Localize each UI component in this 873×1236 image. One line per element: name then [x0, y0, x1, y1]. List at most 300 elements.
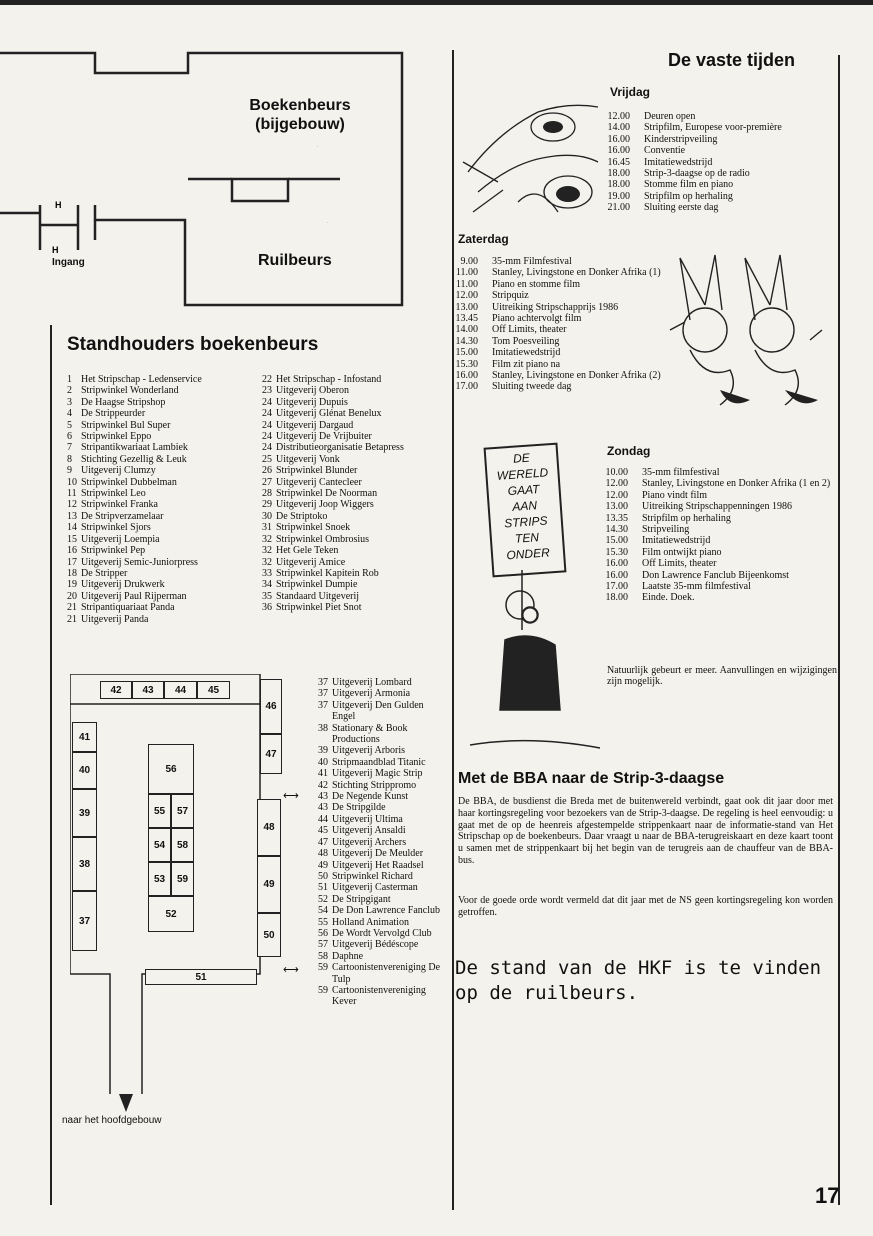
standhouder-item [67, 477, 267, 488]
schedule-time: 18.00 [607, 179, 630, 191]
standhouder-number: 41 [318, 768, 328, 780]
standhouder-item [262, 374, 447, 385]
standhouder-item [262, 579, 447, 590]
schedule-time: 10.00 [605, 467, 628, 478]
standhouder-name: Stripwinkel Franka [81, 499, 158, 511]
standhouder-item [318, 985, 446, 1008]
standhouder-name: Cartoonistenvereniging De Tulp [332, 962, 441, 985]
schedule-time: 11.00 [455, 267, 478, 279]
schedule-item [444, 347, 669, 358]
standhouder-item [318, 757, 446, 768]
schedule-event: Kinderstripveiling [644, 133, 718, 145]
standhouder-item [318, 905, 446, 916]
schedule-item [594, 558, 838, 569]
standhouder-item [318, 928, 446, 939]
standhouder-number: 50 [318, 870, 328, 882]
standhouder-name: De Haagse Stripshop [81, 396, 166, 408]
standhouders-title: Standhouders boekenbeurs [67, 334, 319, 355]
schedule-event: Uitreiking Stripschapprijs 1986 [492, 301, 619, 313]
schedule-event: Don Lawrence Fanclub Bijeenkomst [642, 569, 789, 581]
standhouder-item [67, 614, 267, 625]
standhouder-number: 45 [318, 825, 328, 837]
standhouder-number: 38 [318, 722, 328, 734]
standhouder-number: 33 [262, 567, 272, 579]
standhouder-name: Uitgeverij Vonk [276, 453, 340, 465]
schedule-event: Imitatiewedstrijd [492, 347, 561, 359]
schedule-event: Stripfilm op herhaling [644, 190, 733, 202]
zaterdag-list [444, 256, 669, 393]
standhouder-name: Stripwinkel Piet Snot [276, 602, 362, 614]
schedule-event: Stripveiling [642, 524, 690, 536]
schedule-event: Uitreiking Stripschappenningen 1986 [642, 501, 792, 513]
standhouder-number: 51 [318, 882, 328, 894]
standhouder-name: Uitgeverij De Meulder [332, 848, 424, 860]
standhouder-item [67, 557, 267, 568]
standhouder-item [262, 465, 447, 476]
comic-illustration-2 [660, 250, 830, 410]
standhouder-item [318, 768, 446, 779]
standhouder-item [262, 557, 447, 568]
standhouder-item [318, 677, 446, 688]
stand-49: 49 [257, 856, 281, 913]
schedule-item [594, 467, 838, 478]
standhouder-item [67, 397, 267, 408]
stand-55: 55 [148, 794, 171, 828]
standhouder-number: 32 [262, 545, 272, 557]
standhouder-number: 21 [67, 602, 77, 614]
standhouder-name: Het Gele Teken [276, 545, 339, 557]
standhouder-number: 30 [262, 510, 272, 522]
standhouder-number: 13 [67, 510, 77, 522]
standhouder-name: Uitgeverij Drukwerk [81, 579, 165, 591]
standhouder-item [262, 568, 447, 579]
schedule-item [594, 570, 838, 581]
schedule-item [594, 490, 838, 501]
schedule-item [444, 324, 669, 335]
ruilbeurs-label: Ruilbeurs [258, 252, 332, 269]
schedule-event: Off Limits, theater [642, 558, 717, 570]
standhouder-number: 19 [67, 579, 77, 591]
stand-52: 52 [148, 896, 194, 932]
schedule-event: Piano achtervolgt film [492, 313, 582, 325]
schedule-item [444, 302, 669, 313]
schedule-event: Off Limits, theater [492, 324, 567, 336]
sign-word: AAN [511, 498, 538, 514]
standhouder-number: 16 [67, 545, 77, 557]
schedule-item [594, 478, 838, 489]
vrijdag-list [596, 111, 841, 214]
standhouder-name: Uitgeverij Dargaud [276, 419, 354, 431]
standhouder-item [262, 602, 447, 613]
standhouder-item [67, 431, 267, 442]
stand-47: 47 [260, 734, 282, 774]
schedule-item [444, 279, 669, 290]
standhouder-number: 44 [318, 813, 328, 825]
standhouder-name: Uitgeverij Panda [81, 613, 149, 625]
standhouder-item [318, 837, 446, 848]
standhouder-number: 20 [67, 590, 77, 602]
standhouder-number: 7 [67, 442, 72, 454]
schedule-event: Stripquiz [492, 290, 529, 302]
standhouder-number: 32 [262, 556, 272, 568]
standhouder-number: 28 [262, 488, 272, 500]
stand-41: 41 [72, 722, 97, 752]
standhouder-name: Stripwinkel Kapitein Rob [276, 567, 379, 579]
protest-sign [484, 443, 567, 578]
standhouder-name: Stripmaandblad Titanic [332, 756, 426, 768]
schedule-item [444, 336, 669, 347]
standhouder-item [262, 477, 447, 488]
schedule-event: Stomme film en piano [644, 179, 734, 191]
standhouder-name: Stichting Gezellig & Leuk [81, 453, 187, 465]
standhouder-name: Uitgeverij Semic-Juniorpress [81, 556, 198, 568]
stand-50: 50 [257, 913, 281, 957]
svg-text:.: . [327, 219, 328, 224]
stand-58: 58 [171, 828, 194, 862]
standhouder-number: 43 [318, 791, 328, 803]
schedule-time: 13.00 [455, 301, 478, 313]
standhouder-item [67, 454, 267, 465]
standhouder-name: Stripwinkel Richard [332, 870, 413, 882]
schedule-time: 21.00 [607, 202, 630, 214]
stand-56: 56 [148, 744, 194, 794]
standhouder-name: Uitgeverij Ultima [332, 813, 403, 825]
standhouder-item [318, 939, 446, 950]
schedule-event: Tom Poesveiling [492, 335, 560, 347]
standhouder-name: De Stripgilde [332, 802, 386, 814]
standhouder-name: De Strippeurder [81, 408, 146, 420]
schedule-time: 15.00 [455, 347, 478, 359]
standhouder-number: 10 [67, 476, 77, 488]
standhouder-item [262, 397, 447, 408]
standhouder-number: 43 [318, 802, 328, 814]
schedule-time: 14.30 [455, 335, 478, 347]
schedule-event: Film ontwijkt piano [642, 546, 722, 558]
standhouder-item [318, 951, 446, 962]
zondag-heading: Zondag [607, 444, 651, 458]
top-edge [0, 0, 873, 5]
standhouder-name: Holland Animation [332, 916, 409, 928]
schedule-item [594, 592, 838, 603]
standhouder-number: 18 [67, 567, 77, 579]
standhouder-item [318, 848, 446, 859]
standhouder-number: 32 [262, 533, 272, 545]
standhouder-item [262, 385, 447, 396]
schedule-time: 9.00 [460, 256, 478, 267]
schedule-event: Deuren open [644, 111, 696, 122]
schedule-time: 14.00 [607, 122, 630, 134]
standhouder-name: Uitgeverij Dupuis [276, 396, 348, 408]
schedule-event: 35-mm filmfestival [642, 467, 720, 478]
standhouder-number: 11 [67, 488, 77, 500]
standhouder-item [67, 591, 267, 602]
standhouder-number: 55 [318, 916, 328, 928]
bba-paragraph-1: De BBA, de busdienst die Breda met de buitenwereld verbindt, gaat ook dit jaar door met haar kortingsregeling voor bezoekers van de Strip-3-daagse. De regeling is heel eenvoudig: u gaat met de op de heenreis afgestempelde strippenkaart naar de informatie-stand van Het Stripschap op de boekenbeurs. Daar vraagt u naar de BBA-terugreiskaart en deze kaart toont u samen met de strippenkaart bij het begin van de terugreis aan de chauffeur van de BBA-bus. [458, 796, 833, 866]
stand-53: 53 [148, 862, 171, 896]
stand-44: 44 [164, 681, 197, 699]
schedule-item [596, 168, 841, 179]
schedule-time: 16.00 [455, 370, 478, 382]
stand-59: 59 [171, 862, 194, 896]
standhouder-number: 37 [318, 677, 328, 688]
standhouder-name: Stripwinkel Ombrosius [276, 533, 370, 545]
schedule-item [444, 256, 669, 267]
standhouder-item [262, 408, 447, 419]
standhouder-number: 48 [318, 848, 328, 860]
standhouder-item [262, 442, 447, 453]
standhouder-name: Uitgeverij Cantecleer [276, 476, 362, 488]
standhouder-name: Stripwinkel Wonderland [81, 385, 179, 397]
standhouder-name: Uitgeverij De Vrijbuiter [276, 431, 372, 443]
standhouder-name: De Don Lawrence Fanclub [332, 905, 441, 917]
standhouder-name: Stripwinkel Leo [81, 488, 146, 500]
standhouder-name: Uitgeverij Bédéscope [332, 939, 419, 951]
standhouder-name: Stripwinkel Pep [81, 545, 146, 557]
standhouder-number: 6 [67, 431, 72, 443]
schedule-event: Strip-3-daagse op de radio [644, 168, 750, 180]
standhouder-number: 24 [262, 396, 272, 408]
standhouder-name: De Stripper [81, 567, 128, 579]
standhouder-item [67, 522, 267, 533]
standhouder-number: 31 [262, 522, 272, 534]
standhouder-number: 2 [67, 385, 72, 397]
schedule-time: 13.45 [455, 313, 478, 325]
schedule-event: Imitatiewedstrijd [642, 535, 711, 547]
standhouder-number: 59 [318, 962, 328, 974]
standhouder-number: 5 [67, 419, 72, 431]
standhouder-number: 40 [318, 756, 328, 768]
standhouder-item [67, 579, 267, 590]
standhouder-name: Stripwinkel Dumpie [276, 579, 358, 591]
standhouder-item [67, 385, 267, 396]
standhouder-item [67, 499, 267, 510]
standhouder-name: Stationary & Book Productions [332, 722, 408, 746]
standhouder-number: 49 [318, 859, 328, 871]
standhouder-number: 35 [262, 590, 272, 602]
schedule-event: Film zit piano na [492, 358, 561, 370]
schedule-time: 12.00 [607, 111, 630, 122]
schedule-time: 14.30 [605, 524, 628, 536]
schedule-item [594, 547, 838, 558]
schedule-item [594, 513, 838, 524]
stand-57: 57 [171, 794, 194, 828]
standhouder-item [67, 488, 267, 499]
schedule-item [596, 202, 841, 213]
stand-54: 54 [148, 828, 171, 862]
stand-37: 37 [72, 891, 97, 951]
schedule-time: 19.00 [607, 190, 630, 202]
standhouder-name: Standaard Uitgeverij [276, 590, 360, 602]
building-map [0, 45, 440, 315]
standhouder-number: 17 [67, 556, 77, 568]
sign-word: GAAT [507, 481, 540, 499]
stand-39: 39 [72, 789, 97, 837]
standhouder-name: Stripwinkel Dubbelman [81, 476, 177, 488]
standhouder-name: Stripwinkel Sjors [81, 522, 151, 534]
schedule-event: Piano en stomme film [492, 278, 581, 290]
schedule-event: Sluiting tweede dag [492, 381, 572, 393]
standhouder-name: Uitgeverij Archers [332, 836, 407, 848]
standhouder-name: Uitgeverij Het Raadsel [332, 859, 424, 871]
standhouder-number: 36 [262, 602, 272, 614]
standhouder-item [262, 511, 447, 522]
schedule-event: Laatste 35-mm filmfestival [642, 581, 751, 593]
standhouder-name: Uitgeverij Magic Strip [332, 768, 423, 780]
standhouder-number: 4 [67, 408, 72, 420]
schedule-time: 16.00 [607, 133, 630, 145]
standhouder-item [67, 442, 267, 453]
standhouder-name: De Stripverzamelaar [81, 510, 164, 522]
standhouder-item [262, 534, 447, 545]
schedule-item [444, 381, 669, 392]
arrow-41-icon: ⟷ [283, 790, 299, 802]
schedule-item [444, 290, 669, 301]
schedule-event: Einde. Doek. [642, 592, 695, 604]
schedule-time: 14.00 [455, 324, 478, 336]
bba-paragraph-2: Voor de goede orde wordt vermeld dat dit jaar met de NS geen kortingsregeling kon worden getroffen. [458, 895, 833, 918]
standhouder-name: Stichting Strippromo [332, 779, 417, 791]
schedule-item [594, 535, 838, 546]
schedule-time: 17.00 [605, 581, 628, 593]
standhouder-name: Stripwinkel De Noorman [276, 488, 378, 500]
standhouder-number: 12 [67, 499, 77, 511]
schedule-event: Stripfilm op herhaling [642, 512, 731, 524]
zondag-list [594, 467, 838, 604]
exit-label: naar het hoofdgebouw [62, 1115, 162, 1126]
standhouder-item [262, 545, 447, 556]
hkf-notice: De stand van de HKF is te vinden op de ruilbeurs. [455, 957, 822, 1004]
schedule-item [444, 267, 669, 278]
ingang-label: Ingang [52, 257, 85, 268]
standhouder-name: Uitgeverij Paul Rijperman [81, 590, 187, 602]
standhouder-number: 1 [67, 374, 72, 385]
standhouder-name: Stripantiquariaat Panda [81, 602, 175, 614]
standhouder-name: Het Stripschap - Ledenservice [81, 374, 202, 385]
standhouder-item [67, 465, 267, 476]
standhouder-number: 54 [318, 905, 328, 917]
schedule-time: 15.00 [605, 535, 628, 547]
standhouder-name: Uitgeverij Clumzy [81, 465, 156, 477]
schedule-time: 15.30 [605, 546, 628, 558]
schedule-event: Stanley, Livingstone en Donker Afrika (1 en 2) [642, 478, 831, 490]
standhouder-name: Daphne [332, 950, 364, 962]
standhouder-item [262, 591, 447, 602]
schedule-title: De vaste tijden [668, 50, 796, 70]
sign-word: ONDER [505, 545, 551, 563]
boekenbeurs-label: Boekenbeurs (bijgebouw) [249, 97, 351, 133]
stand-42: 42 [100, 681, 132, 699]
svg-text:H: H [55, 200, 62, 210]
standhouder-number: 57 [318, 939, 328, 951]
standhouder-name: Stripwinkel Blunder [276, 465, 358, 477]
standhouder-number: 58 [318, 950, 328, 962]
schedule-item [594, 524, 838, 535]
schedule-item [596, 122, 841, 133]
schedule-event: Imitatiewedstrijd [644, 156, 713, 168]
stand-45: 45 [197, 681, 230, 699]
standhouder-name: Distributieorganisatie Betapress [276, 442, 404, 454]
standhouder-name: Het Stripschap - Infostand [276, 374, 382, 385]
schedule-time: 13.00 [605, 501, 628, 513]
schedule-time: 16.00 [605, 558, 628, 570]
standhouder-item [318, 723, 446, 746]
schedule-time: 12.00 [605, 478, 628, 490]
standhouder-item [318, 825, 446, 836]
standhouder-number: 34 [262, 579, 272, 591]
schedule-time: 12.00 [455, 290, 478, 302]
schedule-item [444, 313, 669, 324]
standhouder-number: 24 [262, 431, 272, 443]
standhouder-item [67, 568, 267, 579]
standhouder-item [262, 454, 447, 465]
standhouder-number: 27 [262, 476, 272, 488]
standhouder-name: Stripwinkel Bul Super [81, 419, 171, 431]
schedule-event: Sluiting eerste dag [644, 202, 719, 214]
schedule-item [596, 157, 841, 168]
standhouder-item [318, 894, 446, 905]
sign-word: DE [512, 450, 531, 466]
zaterdag-heading: Zaterdag [458, 232, 509, 246]
standhouder-number: 39 [318, 745, 328, 757]
schedule-item [596, 179, 841, 190]
standhouder-name: Uitgeverij Armonia [332, 688, 411, 700]
standhouder-item [318, 791, 446, 802]
schedule-item [596, 134, 841, 145]
standhouder-item [262, 499, 447, 510]
standhouder-number: 9 [67, 465, 72, 477]
standhouder-number: 15 [67, 533, 77, 545]
column-divider [452, 50, 454, 1210]
standhouders-list-2 [262, 374, 447, 614]
schedule-item [596, 191, 841, 202]
schedule-note: Natuurlijk gebeurt er meer. Aanvullingen en wijzigingen zijn mogelijk. [607, 665, 837, 688]
standhouder-item [318, 745, 446, 756]
standhouder-number: 29 [262, 499, 272, 511]
standhouder-name: Uitgeverij Ansaldi [332, 825, 406, 837]
standhouder-name: Uitgeverij Lombard [332, 677, 412, 688]
standhouder-number: 8 [67, 453, 72, 465]
schedule-time: 15.30 [455, 358, 478, 370]
standhouder-item [318, 814, 446, 825]
standhouder-name: Uitgeverij Den Gulden Engel [332, 699, 424, 723]
schedule-time: 16.00 [607, 145, 630, 157]
schedule-item [594, 581, 838, 592]
standhouder-item [262, 488, 447, 499]
standhouder-number: 24 [262, 442, 272, 454]
standhouder-name: De Striptoko [276, 510, 328, 522]
standhouder-name: Uitgeverij Casterman [332, 882, 418, 894]
stand-43: 43 [132, 681, 164, 699]
schedule-item [444, 359, 669, 370]
standhouder-item [318, 962, 446, 985]
standhouder-number: 23 [262, 385, 272, 397]
standhouder-number: 37 [318, 699, 328, 711]
schedule-time: 13.35 [605, 512, 628, 524]
standhouder-item [67, 534, 267, 545]
standhouder-item [318, 882, 446, 893]
standhouder-number: 22 [262, 374, 272, 385]
schedule-event: Stripfilm, Europese voor-première [644, 122, 782, 134]
standhouder-number: 21 [67, 613, 77, 625]
standhouder-item [318, 780, 446, 791]
standhouder-number: 25 [262, 453, 272, 465]
standhouder-item [262, 522, 447, 533]
standhouder-name: Uitgeverij Loempia [81, 533, 160, 545]
standhouders-list-3 [318, 677, 446, 1008]
schedule-item [594, 501, 838, 512]
bba-title: Met de BBA naar de Strip-3-daagse [458, 770, 725, 787]
standhouder-name: Cartoonistenvereniging Kever [332, 984, 426, 1008]
